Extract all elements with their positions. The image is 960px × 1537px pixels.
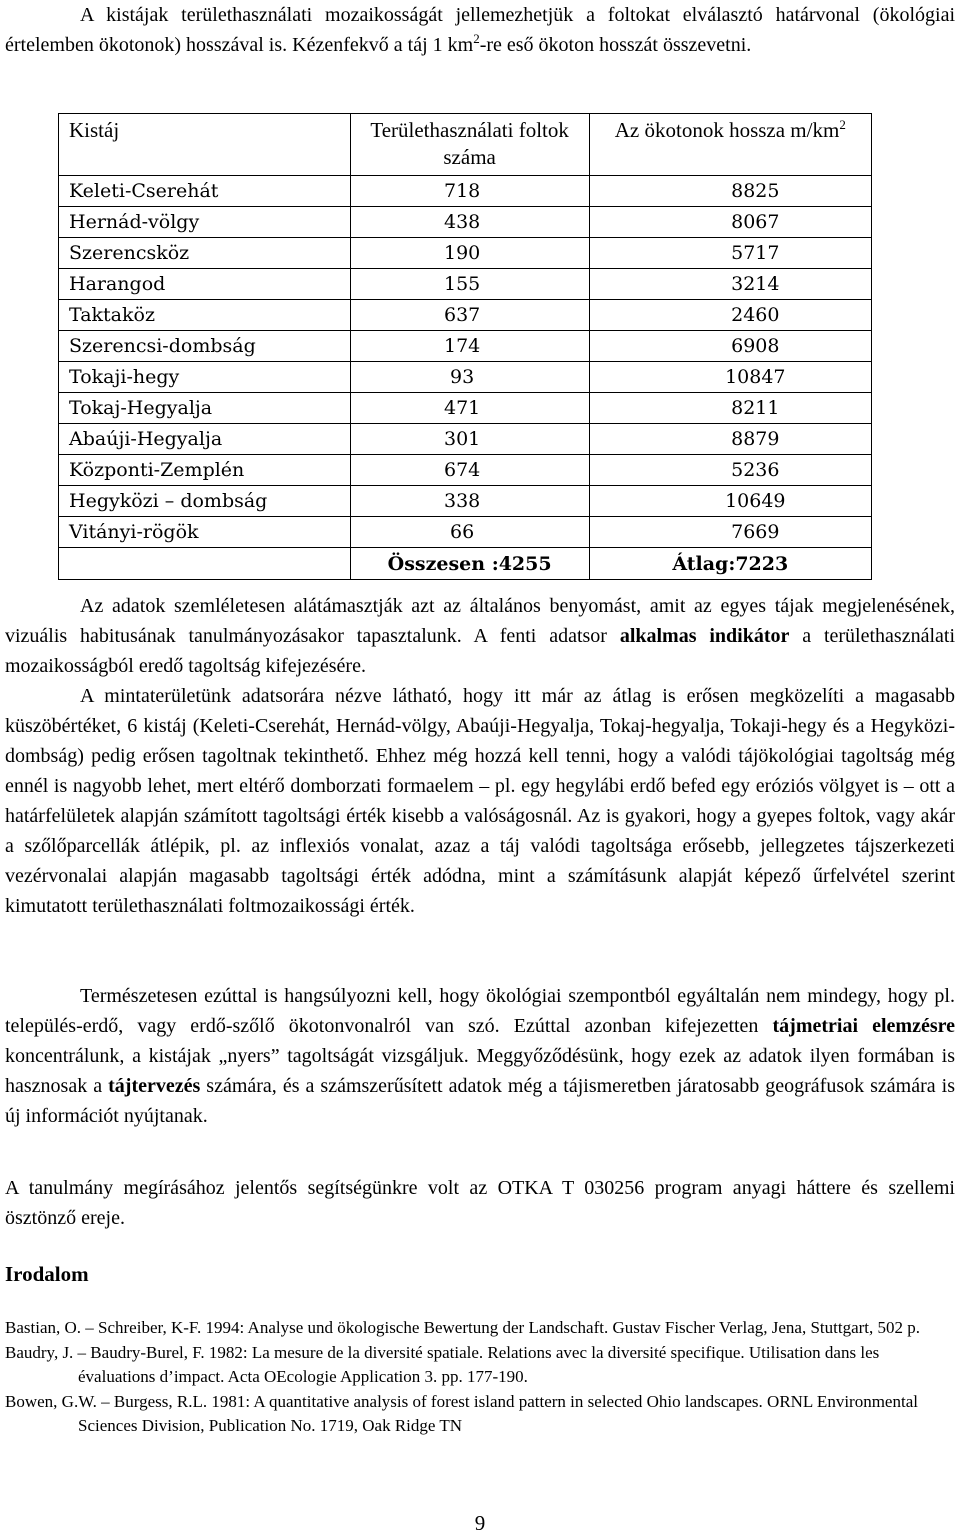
row-hossz: 2460 [589, 300, 871, 331]
header-hossz-text: Az ökotonok hossza m/km [614, 118, 840, 142]
row-hossz: 5236 [589, 455, 871, 486]
row-hossz: 10847 [589, 362, 871, 393]
table-row [59, 300, 872, 331]
p1-bold: alkalmas indikátor [619, 625, 790, 647]
row-foltok: 174 [350, 331, 589, 362]
intro-superscript: 2 [473, 31, 480, 46]
intro-text-b: -re eső ökoton hosszát összevetni. [479, 34, 752, 56]
row-foltok: 66 [350, 517, 589, 548]
row-foltok: 338 [350, 486, 589, 517]
table-row [59, 238, 872, 269]
row-name: Szerencsi-dombság [59, 331, 351, 362]
row-name: Hernád-völgy [59, 207, 351, 238]
row-hossz: 10649 [589, 486, 871, 517]
row-hossz: 8879 [589, 424, 871, 455]
p1-text-a: Az adatok szemléletesen alátámasztják azt az általános benyomást, amit az egyes tájak megjelenésének, vizuális habitusának tanulmányozásakor tapasztalunk. A fenti adatsor [5, 595, 955, 647]
row-name: Szerencsköz [59, 238, 351, 269]
row-name: Tokaj-Hegyalja [59, 393, 351, 424]
paragraph-1 [5, 591, 955, 681]
row-hossz: 8211 [589, 393, 871, 424]
table-row [59, 331, 872, 362]
table-row [59, 362, 872, 393]
p1-text-b: a területhasználati mozaikosságból eredő tagoltság kifejezésére. [5, 625, 956, 677]
row-foltok: 718 [350, 176, 589, 207]
row-foltok: 190 [350, 238, 589, 269]
p3-bold-2: tájtervezés [108, 1075, 201, 1097]
ecotone-table [58, 113, 872, 580]
intro-paragraph [5, 0, 955, 60]
paragraph-3 [5, 981, 955, 1131]
references-heading: Irodalom [5, 1262, 89, 1286]
row-name: Abaúji-Hegyalja [59, 424, 351, 455]
total-osszesen: Összesen :4255 [350, 548, 589, 580]
paragraph-2 [5, 681, 955, 921]
row-foltok: 155 [350, 269, 589, 300]
row-name: Hegyközi – dombság [59, 486, 351, 517]
row-foltok: 93 [350, 362, 589, 393]
reference-list [5, 1316, 955, 1438]
header-foltok: Területhasználati foltok száma [350, 114, 589, 176]
table-row [59, 176, 872, 207]
p2-text: A mintaterületünk adatsorára nézve látható, hogy itt már az átlag is erősen megközelíti a magasabb küszöbértéket, 6 kistáj (Keleti-Cserehát, Hernád-völgy, Abaúji-Hegyalja, Tokaj-hegyalja, Tokaji-hegy és a Hegyközi-dombság) pedig erősen tagoltnak tekinthető. Ehhez még hozzá kell tenni, hogy a valódi tájökológiai tagoltság még ennél is nagyobb lehet, mert eltérő domborzati formaelem – pl. egy hegylábi erdő befed egy eróziós völgyet is – ott a határfelületek alapján számított tagoltsági érték kisebb a valóságosnál. Az is gyakori, hogy a gyepes foltok, vagy akár a szőlőparcellák átlépik, pl. az inflexiós vonalat, azaz a táj valódi tagoltsága erősebb, jellegzetes tájszerkezeti vezérvonalai alapján magasabb tagoltsági érték adódna, mint a számításunk alapját képező űrfelvétel szerint kimutatott területhasználati foltmozaikossági érték. [5, 685, 955, 917]
row-hossz: 8825 [589, 176, 871, 207]
p3-text-c: számára, és a számszerűsített adatok még a tájismeretben járatosabb geográfusok számára is új információt nyújtanak. [5, 1075, 955, 1127]
p3-bold-1: tájmetriai elemzésre [772, 1015, 955, 1037]
page-number: 9 [474, 1511, 486, 1535]
row-hossz: 6908 [589, 331, 871, 362]
table-row [59, 424, 872, 455]
table-row [59, 207, 872, 238]
reference-item: Bowen, G.W. – Burgess, R.L. 1981: A quantitative analysis of forest island pattern in selected Ohio landscapes. ORNL Environmental Sciences Division, Publication No. 1719, Oak Ridge TN [5, 1392, 918, 1435]
table-row [59, 269, 872, 300]
reference-item: Bastian, O. – Schreiber, K-F. 1994: Analyse und ökologische Bewertung der Landschaft. Gustav Fischer Verlag, Jena, Stuttgart, 502 p. [5, 1318, 920, 1337]
header-hossz-sup: 2 [839, 117, 846, 132]
row-hossz: 8067 [589, 207, 871, 238]
total-atlag: Átlag:7223 [589, 548, 871, 580]
row-foltok: 301 [350, 424, 589, 455]
total-empty-cell [59, 548, 351, 580]
row-name: Harangod [59, 269, 351, 300]
paragraph-4: A tanulmány megírásához jelentős segítségünkre volt az OTKA T 030256 program anyagi háttere és szellemi ösztönző ereje. [5, 1177, 955, 1229]
row-name: Tokaji-hegy [59, 362, 351, 393]
row-name: Keleti-Cserehát [59, 176, 351, 207]
table-header-row [59, 114, 872, 176]
row-name: Vitányi-rögök [59, 517, 351, 548]
row-foltok: 674 [350, 455, 589, 486]
table-row [59, 393, 872, 424]
p3-text-b: koncentrálunk, a kistájak „nyers” tagoltságát vizsgáljuk. Meggyőződésünk, hogy ezek az adatok ilyen formában is hasznosak a [5, 1045, 955, 1097]
intro-text-a: A kistájak területhasználati mozaikosságát jellemezhetjük a foltokat elválasztó határvonal (ökológiai értelemben ökotonok) hosszával is. Kézenfekvő a táj 1 km [5, 4, 955, 56]
row-hossz: 5717 [589, 238, 871, 269]
p3-text-a: Természetesen ezúttal is hangsúlyozni kell, hogy ökológiai szempontból egyáltalán nem mindegy, hogy pl. település-erdő, vagy erdő-szőlő ökotonvonalról van szó. Ezúttal azonban kifejezetten [5, 985, 955, 1037]
row-hossz: 7669 [589, 517, 871, 548]
table-row [59, 486, 872, 517]
row-foltok: 471 [350, 393, 589, 424]
table-row [59, 455, 872, 486]
row-hossz: 3214 [589, 269, 871, 300]
header-kistaj: Kistáj [59, 114, 351, 176]
header-hossz [589, 114, 871, 176]
row-name: Taktaköz [59, 300, 351, 331]
row-name: Központi-Zemplén [59, 455, 351, 486]
row-foltok: 438 [350, 207, 589, 238]
row-foltok: 637 [350, 300, 589, 331]
table-row [59, 517, 872, 548]
table-total-row [59, 548, 872, 580]
reference-item: Baudry, J. – Baudry-Burel, F. 1982: La mesure de la diversité spatiale. Relations avec la diversité specifique. Utilisation dans les évaluations d’impact. Acta OEcologie Application 3. pp. 177-190. [5, 1343, 880, 1386]
